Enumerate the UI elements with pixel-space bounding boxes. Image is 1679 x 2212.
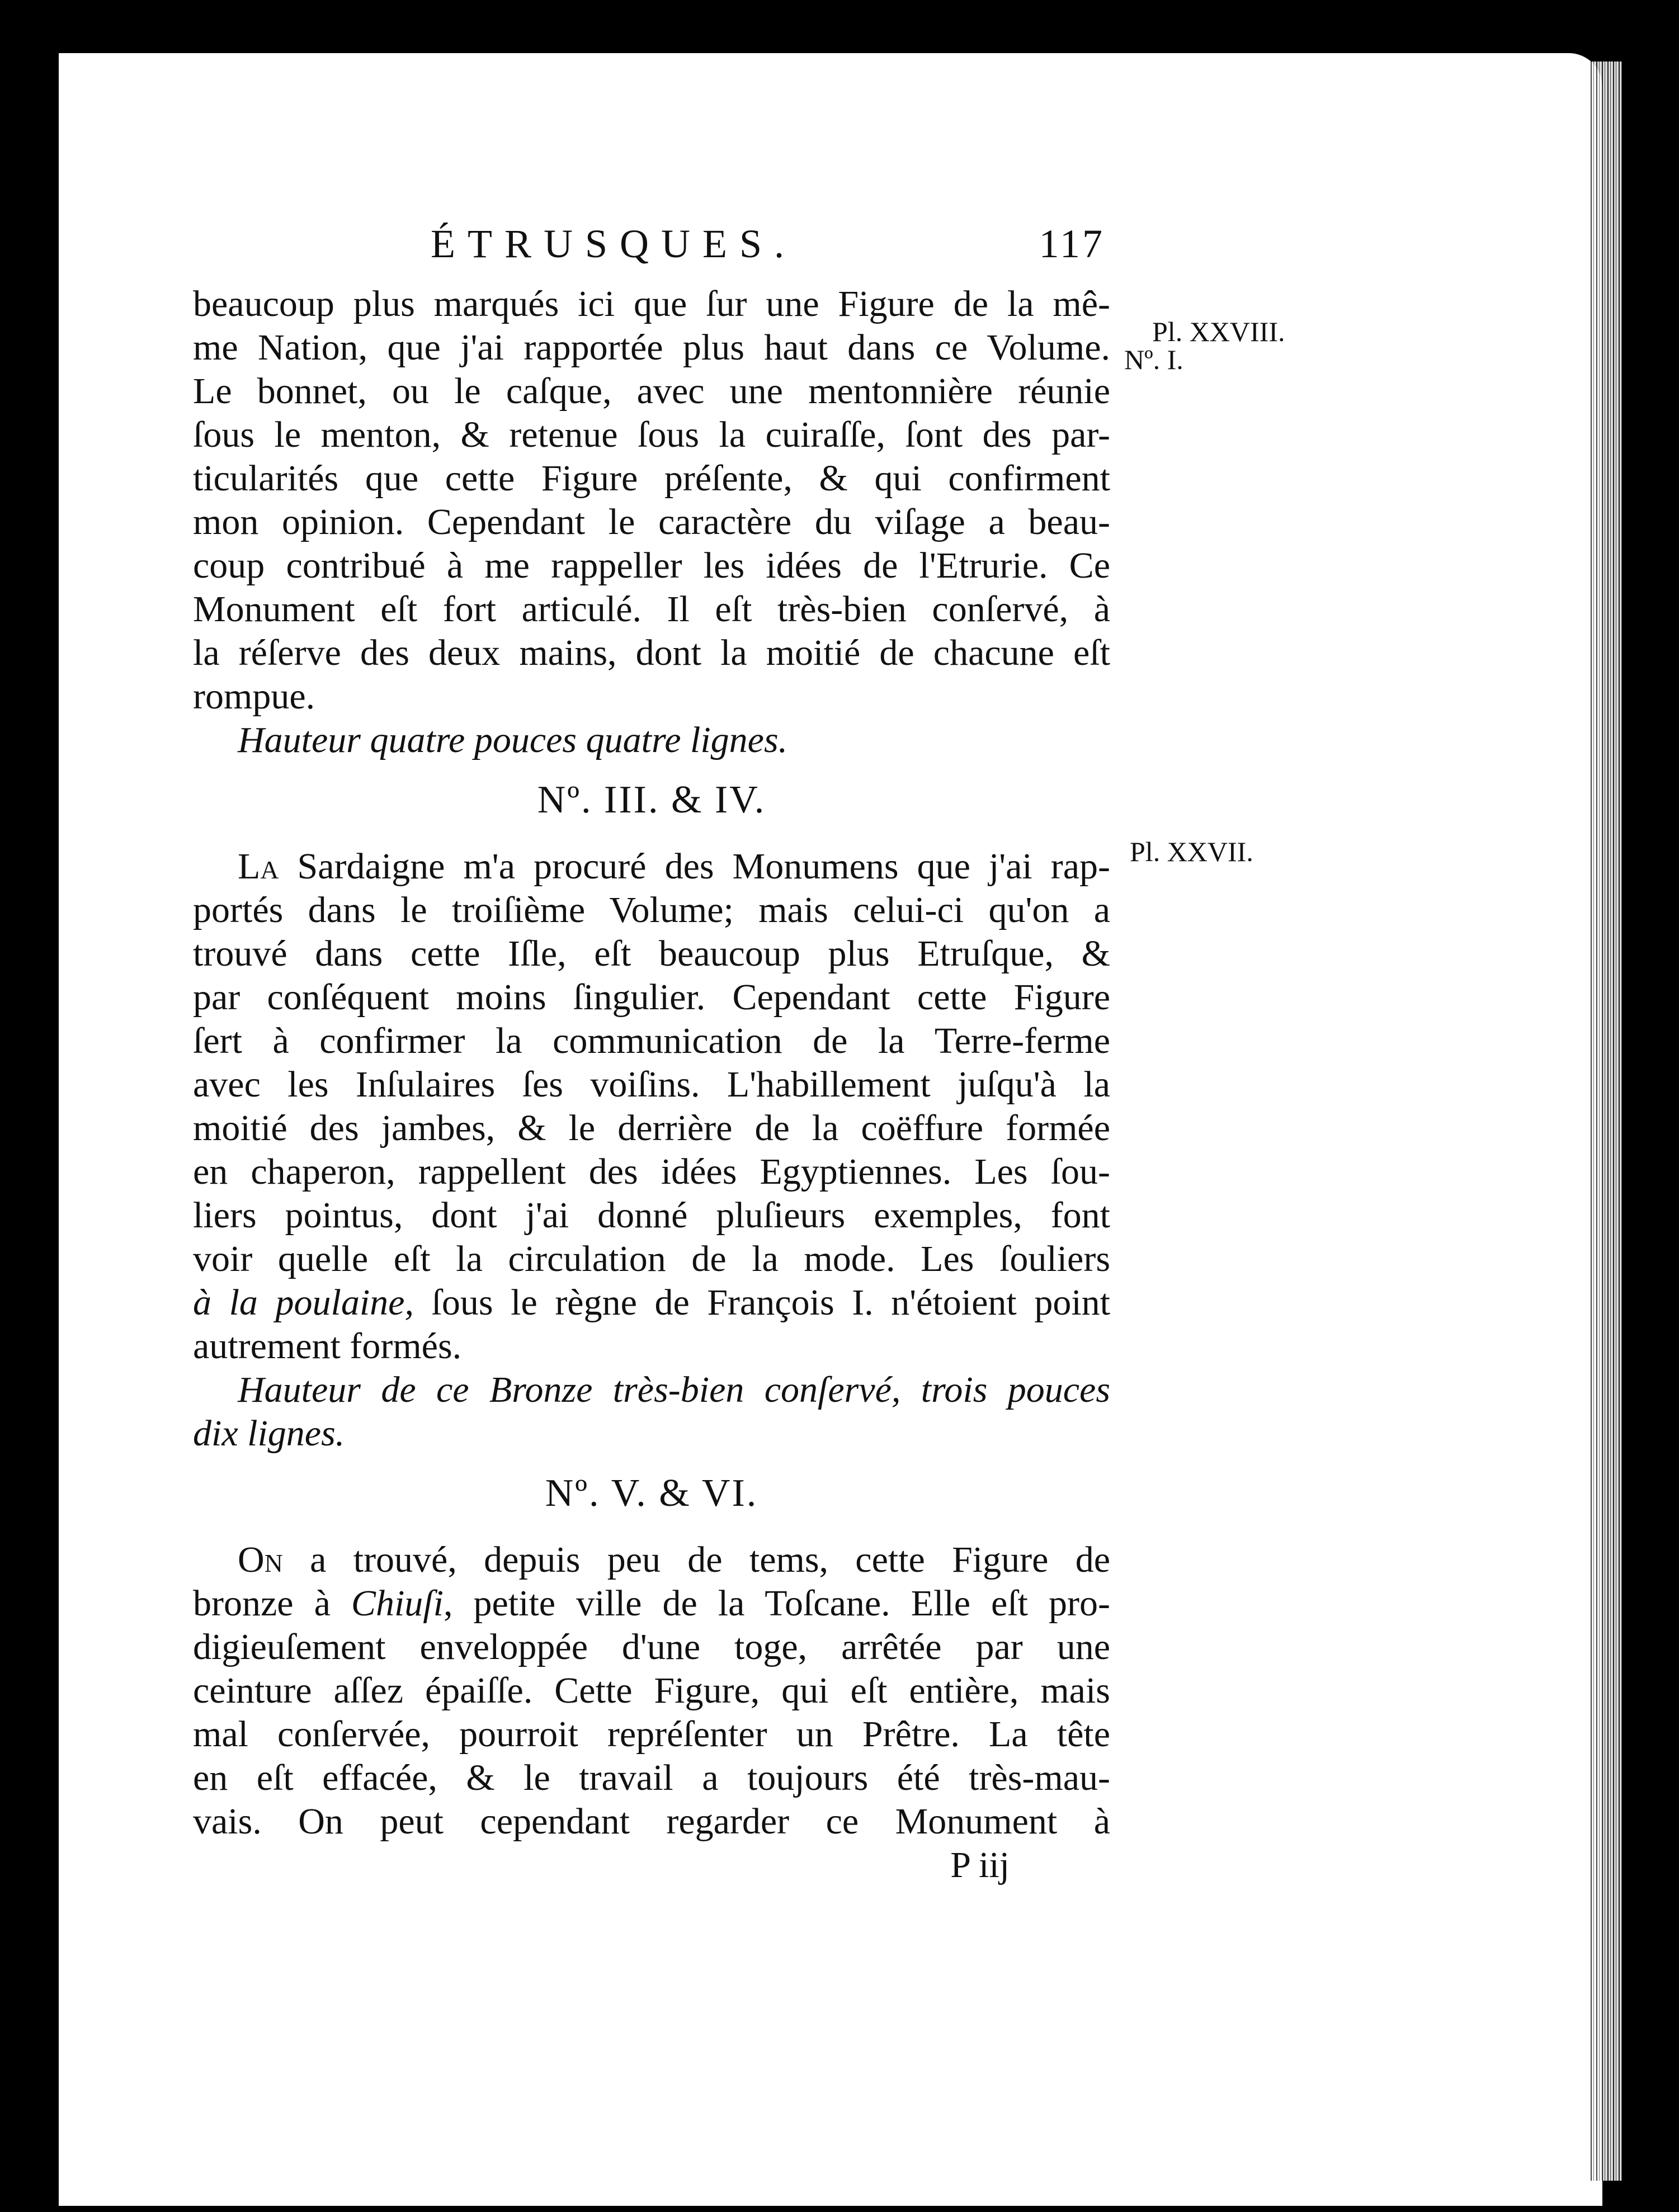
section-heading: Nº. V. & VI. (545, 1472, 758, 1515)
text-line (193, 1538, 1110, 1582)
margin-note-number: Nº. I. (1124, 344, 1183, 375)
line-text: Sardaigne m'a procuré des Monumens que j'ai rap- (279, 846, 1110, 887)
text-line (193, 845, 1110, 888)
text-line: ſous le menton, & retenue ſous la cuiraſſe, ſont des par- (193, 414, 1110, 455)
text-line: beaucoup plus marqués ici que ſur une Figure de la mê- (193, 283, 1110, 324)
caption-height: dix lignes. (193, 1413, 345, 1454)
drop-word: On (238, 1539, 283, 1580)
line-text: , petite ville de la Toſcane. Elle eſt pro- (443, 1583, 1110, 1624)
text-line: mal conſervée, pourroit repréſenter un Prêtre. La tête (193, 1714, 1110, 1755)
line-text: a trouvé, depuis peu de tems, cette Figure de (282, 1539, 1110, 1580)
paragraph-1 (193, 282, 1110, 719)
text-line: voir quelle eſt la circulation de la mode. Les ſouliers (193, 1239, 1110, 1279)
text-line: rompue. (193, 676, 315, 717)
text-line: la réſerve des deux mains, dont la moitié de chacune eſt (193, 632, 1110, 673)
italic-phrase: à la poulaine, (193, 1282, 414, 1323)
paragraph-2 (193, 845, 1110, 1368)
text-line: moitié des jambes, & le derrière de la coëffure formée (193, 1108, 1110, 1148)
text-line: en eſt effacée, & le travail a toujours été très-mau- (193, 1757, 1110, 1798)
signature-mark: P iij (950, 1845, 1010, 1885)
page-number: 117 (1039, 221, 1105, 266)
text-line: par conſéquent moins ſingulier. Cependant cette Figure (193, 977, 1110, 1018)
text-line: Le bonnet, ou le caſque, avec une mentonnière réunie (193, 371, 1110, 412)
text-line: vais. On peut cependant regarder ce Monument à (193, 1801, 1110, 1842)
text-line: me Nation, que j'ai rapportée plus haut dans ce Volume. (193, 327, 1110, 368)
text-line: trouvé dans cette Iſle, eſt beaucoup plus Etruſque, & (193, 933, 1110, 974)
text-line: autrement formés. (193, 1326, 462, 1367)
paragraph-3 (193, 1538, 1110, 1844)
line-text: ſous le règne de François I. n'étoient point (413, 1282, 1110, 1323)
running-head (193, 221, 1110, 282)
text-line: portés dans le troiſième Volume; mais celui-ci qu'on a (193, 890, 1110, 930)
text-line: ticularités que cette Figure préſente, & qui confirment (193, 458, 1110, 499)
text-line: coup contribué à me rappeller les idées de l'Etrurie. Ce (193, 545, 1110, 586)
text-line (193, 1281, 1110, 1325)
text-line: avec les Inſulaires ſes voiſins. L'habillement juſqu'à la (193, 1064, 1110, 1105)
margin-note-plate: Pl. XXVIII. (1152, 316, 1285, 347)
margin-note-plate: Pl. XXVII. (1130, 836, 1253, 867)
running-title: ÉTRUSQUES. (431, 221, 797, 266)
text-line: liers pointus, dont j'ai donné pluſieurs exemples, font (193, 1195, 1110, 1236)
text-line: mon opinion. Cependant le caractère du viſage a beau- (193, 502, 1110, 542)
italic-phrase: Chiuſi (351, 1583, 444, 1624)
text-line: ceinture aſſez épaiſſe. Cette Figure, qui eſt entière, mais (193, 1670, 1110, 1711)
page-edge (1588, 62, 1622, 2181)
text-line: ſert à confirmer la communication de la Terre-ferme (193, 1020, 1110, 1061)
text-line: digieuſement enveloppée d'une toge, arrêtée par une (193, 1627, 1110, 1667)
section-heading: Nº. III. & IV. (537, 778, 766, 821)
line-text: bronze à (193, 1583, 351, 1624)
text-block (193, 221, 1110, 1887)
text-line: Monument eſt fort articulé. Il eſt très-bien conſervé, à (193, 589, 1110, 630)
text-line (193, 1582, 1110, 1625)
drop-word: La (238, 846, 279, 887)
caption-height: Hauteur de ce Bronze très-bien conſervé, trois pouces (238, 1369, 1110, 1410)
caption-height: Hauteur quatre pouces quatre lignes. (238, 720, 788, 760)
text-line: en chaperon, rappellent des idées Egyptiennes. Les ſou- (193, 1151, 1110, 1192)
